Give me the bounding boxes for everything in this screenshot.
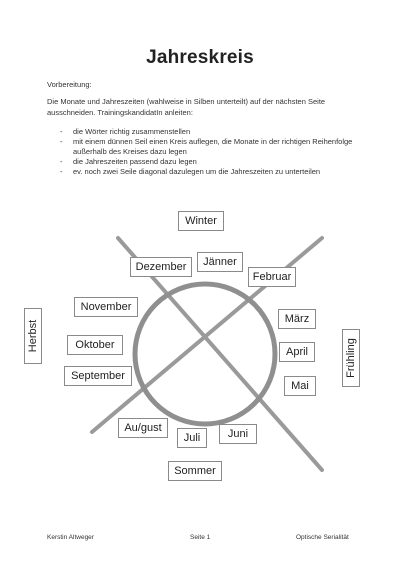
circle-rope	[135, 284, 275, 424]
page-title: Jahreskreis	[146, 47, 254, 68]
intro-text: Die Monate und Jahreszeiten (wahlweise in Silben unterteilt) auf der nächsten Seite ausschneiden. TrainingskandidatIn anleiten:	[47, 97, 326, 117]
month-july: Juli	[177, 428, 207, 448]
month-may: Mai	[284, 376, 316, 396]
month-november: November	[74, 297, 138, 317]
season-autumn-label: Herbst	[27, 319, 39, 353]
preparation-label: Vorbereitung:	[47, 80, 92, 89]
season-summer: Sommer	[168, 461, 222, 481]
season-autumn	[24, 308, 42, 364]
list-item: - die Wörter richtig zusammenstellen	[60, 127, 360, 137]
list-item: - ev. noch zwei Seile diagonal dazulegen um die Jahreszeiten zu unterteilen	[60, 167, 360, 177]
list-item: - die Jahreszeiten passend dazu legen	[60, 157, 360, 167]
month-october: Oktober	[67, 335, 123, 355]
month-january: Jänner	[197, 252, 243, 272]
month-april: April	[279, 342, 315, 362]
month-december: Dezember	[130, 257, 192, 277]
month-march: März	[278, 309, 316, 329]
season-spring	[342, 329, 360, 387]
footer-page-number: Seite 1	[190, 534, 211, 541]
month-september: September	[64, 366, 132, 386]
month-august: Au/gust	[118, 418, 168, 438]
season-spring-label: Frühling	[345, 338, 357, 378]
season-winter: Winter	[178, 211, 224, 231]
footer-author: Kerstin Altweger	[47, 534, 94, 541]
month-june: Juni	[219, 424, 257, 444]
list-item: - mit einem dünnen Seil einen Kreis auflegen, die Monate in der richtigen Reihenfolge außerhalb des Kreises dazu legen	[60, 137, 360, 157]
footer-topic: Optische Serialität	[296, 534, 349, 541]
month-february: Februar	[248, 267, 296, 287]
